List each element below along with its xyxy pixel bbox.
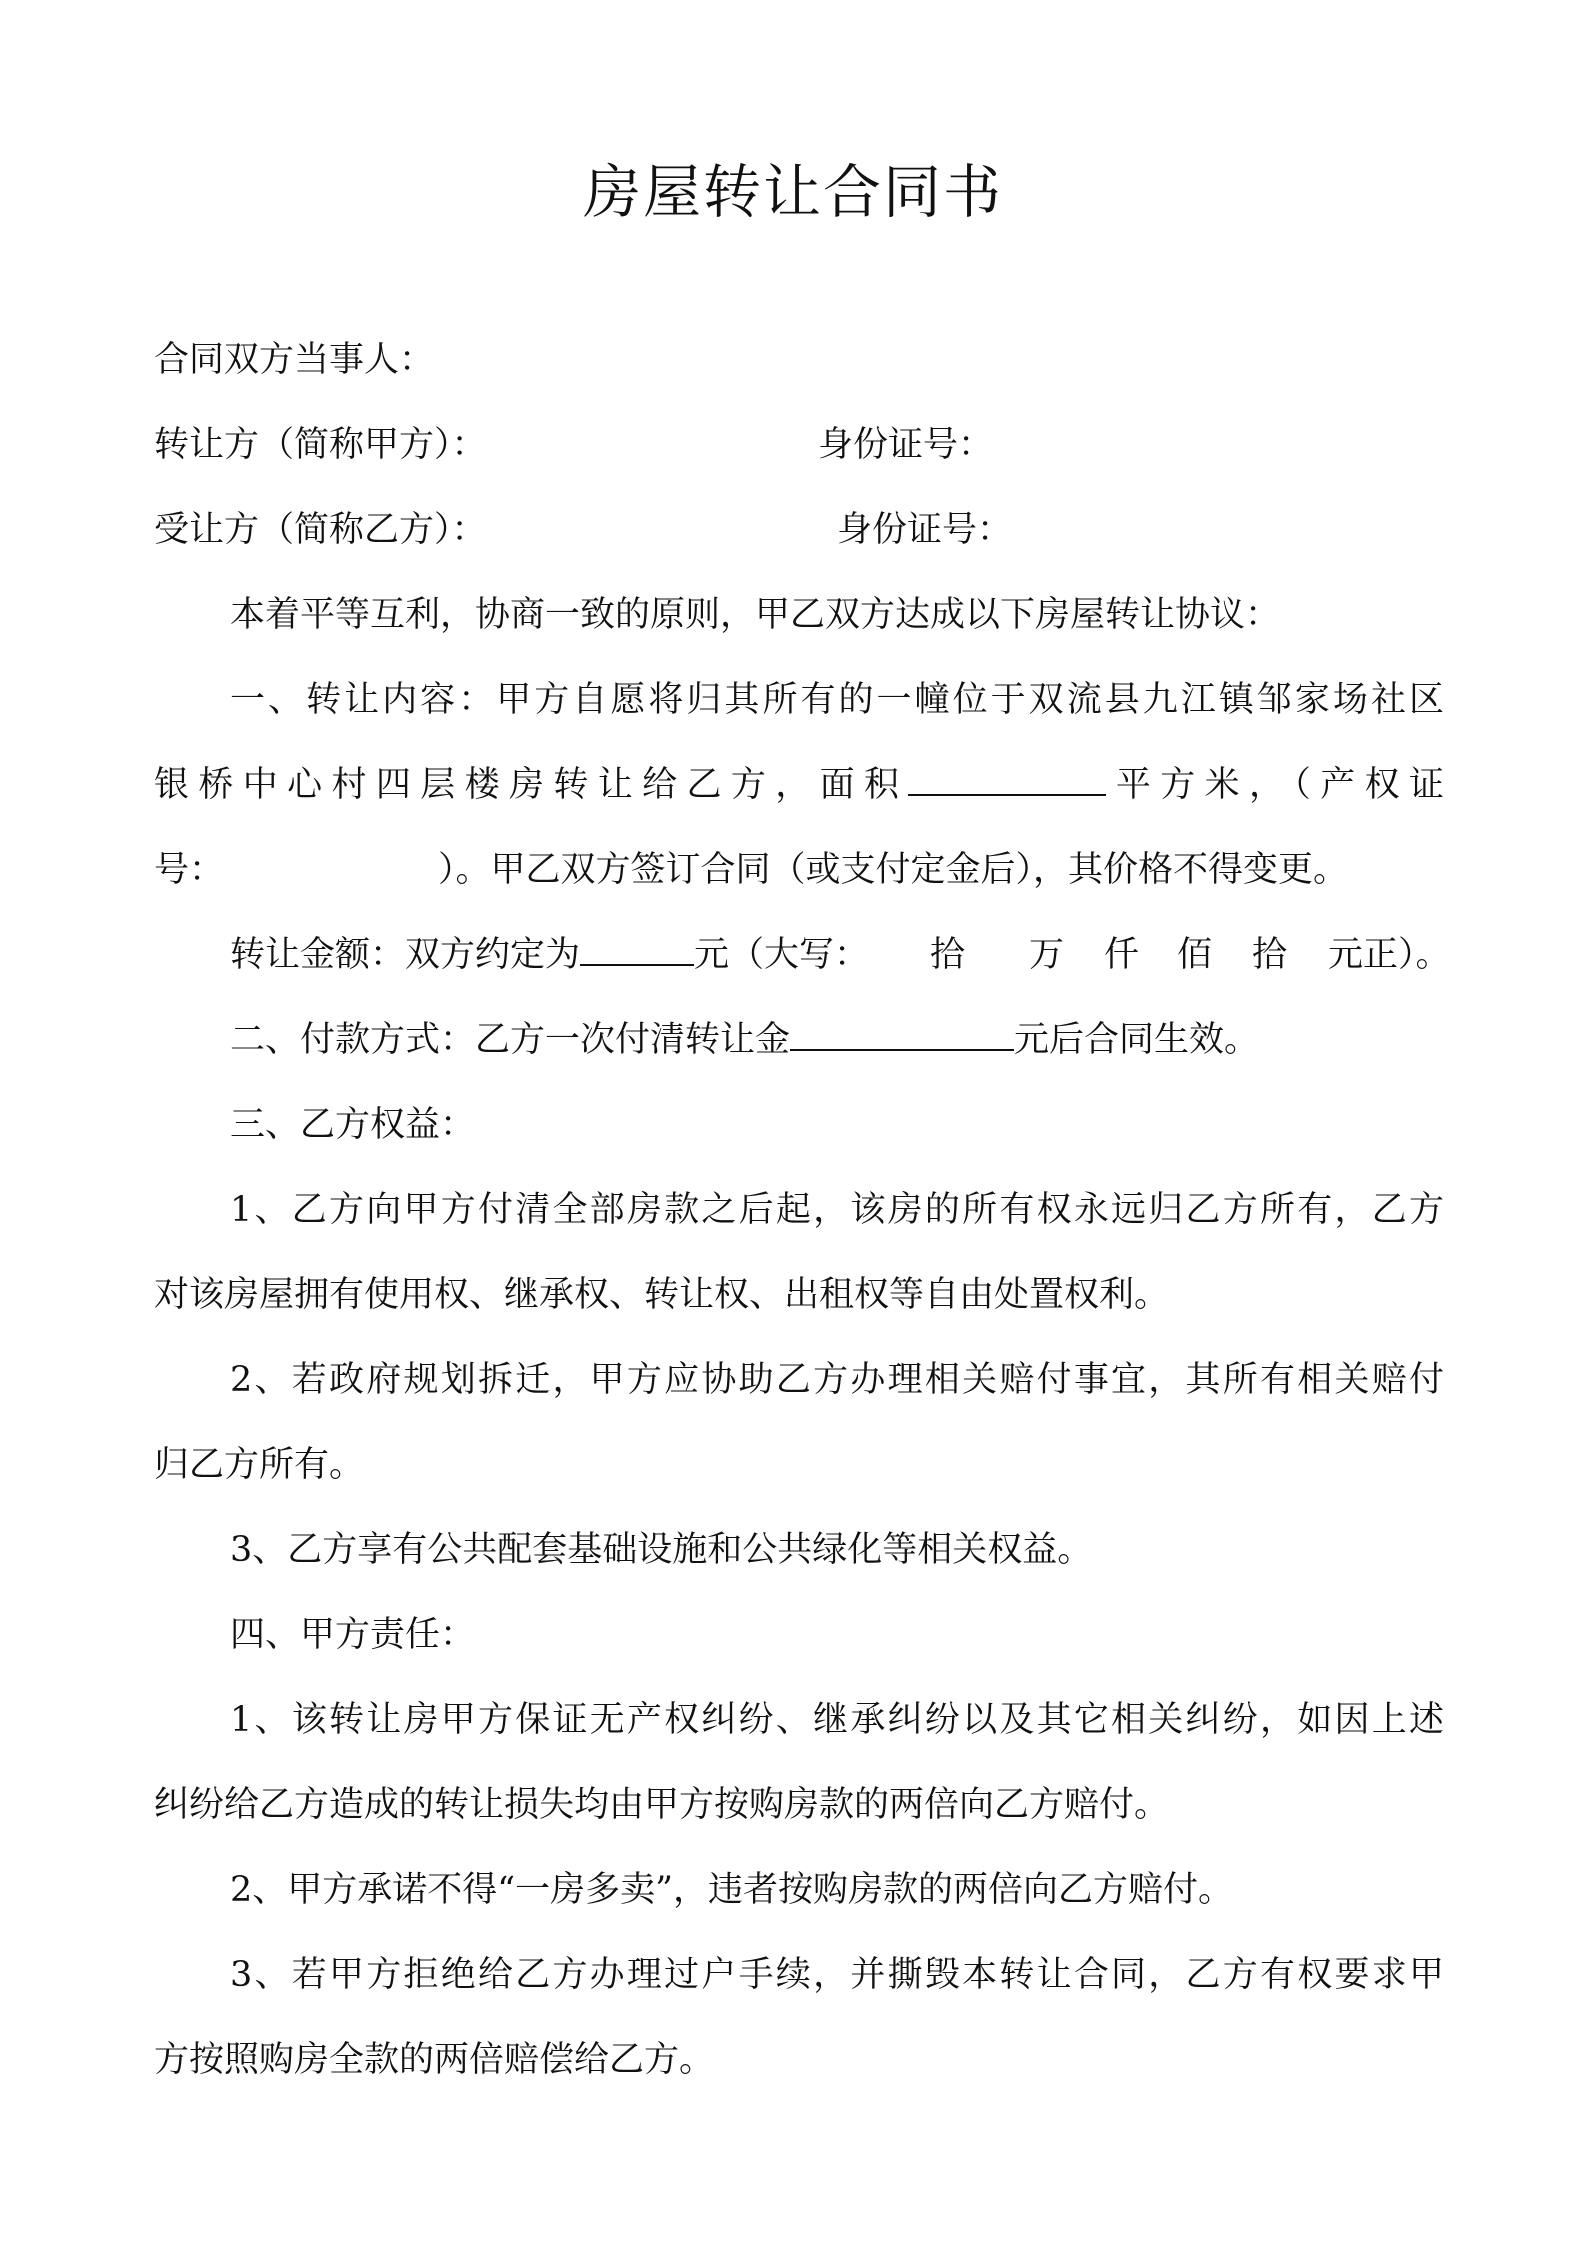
transferor-id-label: 身份证号： xyxy=(818,425,994,465)
section3-heading: 三、乙方权益： xyxy=(230,1105,476,1145)
section3-item2-line1: 2、若政府规划拆迁，甲方应协助乙方办理相关赔付事宜，其所有相关赔付 xyxy=(230,1360,1444,1400)
section1-line2-a: 银桥中心村四层楼房转让给乙方，面积 xyxy=(154,765,909,805)
price-qian: 仟 xyxy=(1104,935,1140,975)
transferee-row xyxy=(154,505,1444,555)
section3-item3: 3、乙方享有公共配套基础设施和公共绿化等相关权益。 xyxy=(230,1530,1093,1570)
area-blank xyxy=(908,760,1106,796)
section3-item1-line1: 1、乙方向甲方付清全部房款之后起，该房的所有权永远归乙方所有，乙方 xyxy=(230,1190,1444,1230)
section4-item3-line2: 方按照购房全款的两倍赔偿给乙方。 xyxy=(154,2040,715,2080)
preamble: 本着平等互利，协商一致的原则，甲乙双方达成以下房屋转让协议： xyxy=(230,595,1281,635)
section4-item1-line1: 1、该转让房甲方保证无产权纠纷、继承纠纷以及其它相关纠纷，如因上述 xyxy=(230,1700,1444,1740)
price-shi: 拾 xyxy=(930,935,966,975)
payment-blank xyxy=(790,1015,1014,1051)
price-row xyxy=(230,930,1451,980)
transferee-label: 受让方（简称乙方）： xyxy=(154,510,487,550)
section2-label: 二、付款方式：乙方一次付清转让金 xyxy=(230,1020,791,1060)
section4-item3-line1: 3、若甲方拒绝给乙方办理过户手续，并撕毁本转让合同，乙方有权要求甲 xyxy=(230,1955,1444,1995)
price-wan: 万 xyxy=(1029,935,1065,975)
price-end: 元正）。 xyxy=(1328,935,1451,975)
section2-end: 元后合同生效。 xyxy=(1014,1020,1260,1060)
section1-line3 xyxy=(154,845,1444,895)
section4-heading: 四、甲方责任： xyxy=(230,1615,476,1655)
transferor-row xyxy=(154,420,1444,470)
section2-row xyxy=(230,1015,1444,1065)
section3-item2-line2: 归乙方所有。 xyxy=(154,1445,365,1485)
transferor-label: 转让方（简称甲方）： xyxy=(154,425,487,465)
section1-line3-a: 号： xyxy=(154,850,225,890)
price-label: 转让金额：双方约定为 xyxy=(230,935,581,975)
price-bai: 佰 xyxy=(1177,935,1213,975)
section1-line3-b: ）。甲乙双方签订合同（或支付定金后），其价格不得变更。 xyxy=(438,850,1349,890)
price-shi2: 拾 xyxy=(1252,935,1288,975)
section4-item1-line2: 纠纷给乙方造成的转让损失均由甲方按购房款的两倍向乙方赔付。 xyxy=(154,1785,1170,1825)
section1-line2 xyxy=(154,760,1444,810)
price-capital-label: 元（大写： xyxy=(694,935,870,975)
section4-item2: 2、甲方承诺不得“一房多卖”，违者按购房款的两倍向乙方赔付。 xyxy=(230,1870,1234,1910)
section1-line1: 一、转让内容：甲方自愿将归其所有的一幢位于双流县九江镇邹家场社区 xyxy=(230,680,1444,720)
parties-heading: 合同双方当事人： xyxy=(154,340,435,380)
transferee-id-label: 身份证号： xyxy=(837,510,1013,550)
section1-line2-b: 平方米，（产权证 xyxy=(1106,765,1444,805)
section3-item1-line2: 对该房屋拥有使用权、继承权、转让权、出租权等自由处置权利。 xyxy=(154,1275,1170,1315)
price-blank xyxy=(580,930,694,966)
document-title: 房屋转让合同书 xyxy=(582,158,1003,226)
